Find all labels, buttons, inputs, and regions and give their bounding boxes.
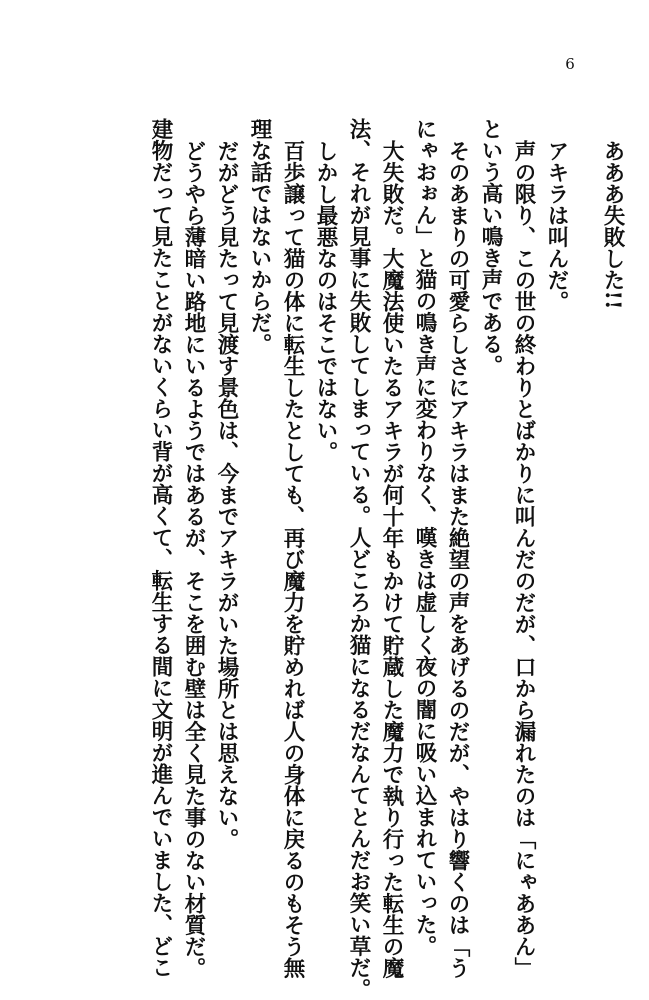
text-line: 理な話ではないからだ。 (247, 118, 272, 355)
text-line: 百歩譲って猫の体に転生したとしても、再び魔力を貯めれば人の身体に戻るのもそう無 (280, 139, 305, 978)
page-number: 6 (565, 55, 575, 73)
text-line: 法、それが見事に失敗してしまっている。人どころか猫になるだなんてとんだお笑い草だ。 (346, 118, 371, 1000)
novel-body-text (89, 118, 629, 1000)
text-line: どうやら薄暗い路地にいるようではあるが、そこを囲む壁は全く見た事のない材質だ。 (181, 139, 206, 978)
text-line: しかし最悪なのはそこではない。 (313, 139, 338, 462)
text-line: だがどう見たって見渡す景色は、今までアキラがいた場所とは思えない。 (214, 139, 239, 849)
text-line: にゃおぉん」と猫の鳴き声に変わりなく、嘆きは虚しく夜の闇に吸い込まれていった。 (412, 118, 437, 957)
text-line: 大失敗だ。大魔法使いたるアキラが何十年もかけて貯蔵した魔力で執り行った転生の魔 (379, 139, 404, 978)
text-line: アキラは叫んだ。 (544, 139, 569, 312)
text-line: 建物だって見たことがないくらい背が高くて、転生する間に文明が進んでいました、どこ (148, 118, 173, 978)
text-line: という高い鳴き声である。 (478, 118, 503, 376)
text-line: 声の限り、この世の終わりとばかりに叫んだのだが、口から漏れたのは「にゃああん」 (511, 139, 536, 978)
text-line: そのあまりの可愛らしさにアキラはまた絶望の声をあげるのだが、やはり響くのは「う (445, 139, 470, 978)
chapter-heading: あああ失敗した!! (600, 139, 625, 309)
